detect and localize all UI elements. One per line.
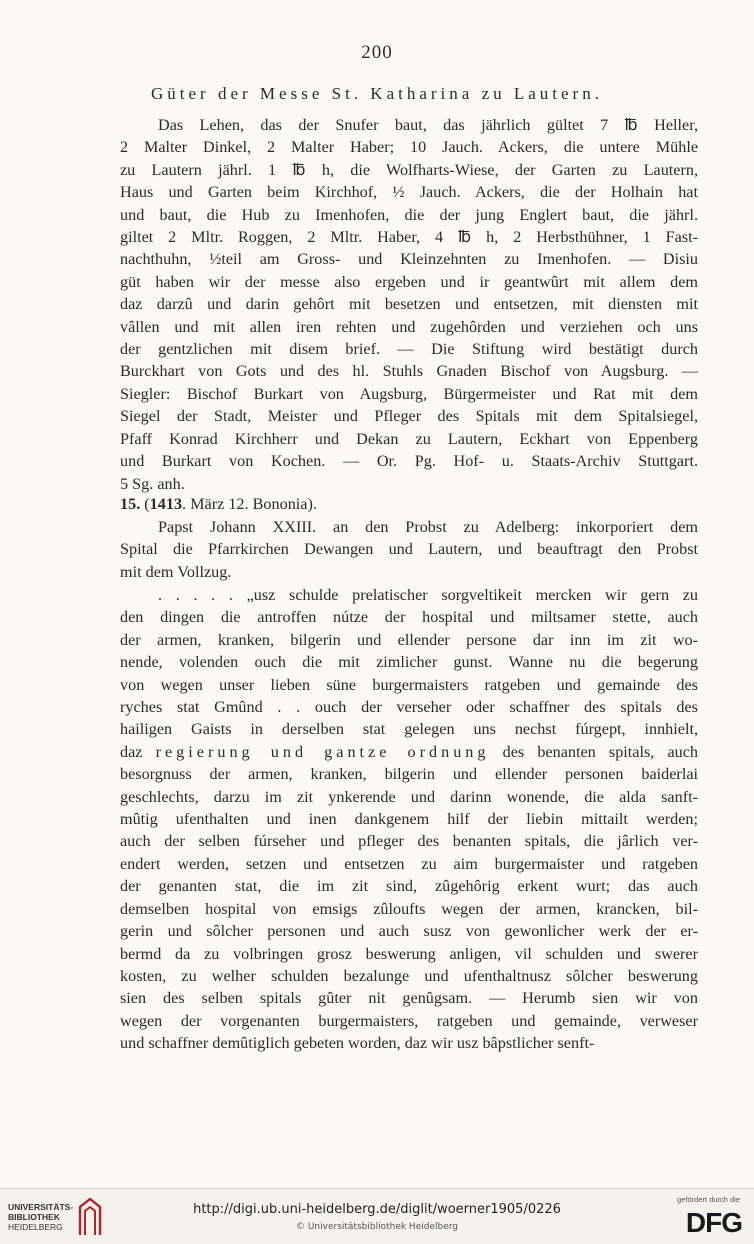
text-line: sien des selben spitals gûter nit genûgsam. — Herumb sien wir von	[120, 989, 698, 1008]
text-line: mûtig ufenthalten und inen dankgenem hilf der liebin mittailt werden;	[120, 810, 698, 829]
text-line: Burckhart von Gots und des hl. Stuhls Gnaden Bischof von Augsburg. —	[120, 362, 698, 381]
section-title: Güter der Messe St. Katharina zu Lautern.	[151, 84, 603, 103]
library-line-2: BIBLIOTHEK	[8, 1212, 60, 1222]
text-line: von wegen unser lieben süne burgermaisters ratgeben und gemainde des	[120, 675, 698, 694]
text-line: der armen, kranken, bilgerin und ellender persone dar inn im zit wo-	[120, 630, 698, 649]
footer-bar	[0, 1188, 754, 1244]
paragraph-summary	[120, 516, 698, 583]
sponsor-label: gefördert durch die	[677, 1195, 740, 1204]
text-line: der gentzlichen mit disem brief. — Die Stiftung wird bestätigt durch	[120, 340, 698, 359]
text-line: bermd da zu volbringen grosz beswerung anligen, vil schulden und swerer	[120, 944, 698, 963]
text-line	[120, 741, 698, 763]
entry-heading: 15. (1413. März 12. Bononia).	[120, 495, 317, 513]
text-line: nende, volenden ouch die mit zimlicher gunst. Wanne nu die begerung	[120, 653, 698, 672]
text-line: Pfaff Konrad Kirchherr und Dekan zu Lautern, Eckhart von Eppenberg	[120, 429, 698, 448]
text-line: Siegler: Bischof Burkart von Augsburg, Bürgermeister und Rat mit dem	[120, 384, 698, 403]
entry-date-place: . März 12. Bononia).	[182, 495, 317, 513]
copyright-notice: © Universitätsbibliothek Heidelberg	[295, 1222, 458, 1232]
text-line: Das Lehen, das der Snufer baut, das jährlich gültet 7 ℔ Heller,	[158, 116, 698, 134]
library-line-3: HEIDELBERG	[8, 1222, 63, 1232]
dfg-logo[interactable]: DFG	[685, 1207, 742, 1238]
text-line: und baut, die Hub zu Imenhofen, die der jung Englert baut, die jährl.	[120, 205, 698, 224]
text-line: auch der selben fúrseher und pfleger des benanten spitals, die jârlich ver-	[120, 832, 698, 851]
text-line: 2 Malter Dinkel, 2 Malter Haber; 10 Jauch. Ackers, die untere Mühle	[120, 138, 698, 157]
text-line: mit dem Vollzug.	[120, 562, 232, 581]
text-line: hailigen Gaists in derselben stat gelegen uns nechst fúrgept, innhielt,	[120, 720, 698, 739]
text-line: Haus und Garten beim Kirchhof, ½ Jauch. Ackers, die der Holhain hat	[120, 183, 698, 202]
paragraph-quotation	[120, 584, 698, 1055]
text-line: den dingen die antroffen nútze der hospital und miltsamer stette, auch	[120, 608, 698, 627]
entry-year: 1413	[149, 495, 183, 513]
text-line: ryches stat Gmûnd . . ouch der verseher oder schaffner des spitals des	[120, 698, 698, 717]
text-line: der genanten stat, die im zit sind, zûgehôrig erkent wurt; das auch	[120, 877, 698, 896]
text-line: endert werden, setzen und entsetzen zu aim burgermaister und ratgeben	[120, 854, 698, 873]
text-line: besorgnuss der armen, kranken, bilgerin und ellender personen baiderlai	[120, 765, 698, 784]
text-line: wegen der vorgenanten burgermaisters, ratgeben und gemainde, verweser	[120, 1011, 698, 1030]
text-line: güt haben wir der messe also ergeben und ir geantwûrt mit allem dem	[120, 272, 698, 291]
entry-number: 15.	[120, 495, 141, 513]
text-line: Siegel der Stadt, Meister und Pfleger des Spitals mit dem Spitalsiegel,	[120, 407, 698, 426]
text-line: daz darzû und darin gehôrt mit besetzen und entsetzen, mit diensten mit	[120, 295, 698, 314]
text-line: und schaffner demûtiglich gebeten worden, daz wir usz bâpstlicher senft-	[120, 1034, 595, 1053]
text-fragment: daz	[120, 742, 156, 761]
text-line: 5 Sg. anh.	[120, 474, 185, 493]
text-line: kosten, zu welher schulden bezalunge und ufenthaltnusz sôlcher beswerung	[120, 966, 698, 985]
text-line: geschlechts, darzu im zit ynkerende und darinn wonende, die alda sanft-	[120, 787, 698, 806]
text-fragment: des benanten spitals, auch	[489, 742, 699, 761]
text-line: und Burkart von Kochen. — Or. Pg. Hof- u. Staats-Archiv Stuttgart.	[120, 452, 698, 471]
text-line: . . . . . „usz schulde prelatischer sorgveltikeit mercken wir gern zu	[158, 586, 698, 604]
text-line: giltet 2 Mltr. Roggen, 2 Mltr. Haber, 4 ℔ h, 2 Herbsthühner, 1 Fast-	[120, 228, 698, 247]
text-line: vâllen und mit allen iren rehten und zugehôrden und verziehen och uns	[120, 317, 698, 336]
text-line: zu Lautern jährl. 1 ℔ h, die Wolfharts-Wiese, der Garten zu Lautern,	[120, 160, 698, 179]
library-line-1: UNIVERSITÄTS-	[8, 1202, 74, 1212]
emphasized-text: regierung und gantze ordnung	[155, 742, 490, 761]
page-number: 200	[361, 42, 393, 63]
permalink-url[interactable]: http://digi.ub.uni-heidelberg.de/diglit/woerner1905/0226	[193, 1202, 561, 1217]
paragraph-lehen	[120, 114, 698, 495]
text-line: gerin und sôlcher personen und auch susz von gewonlicher werk der er-	[120, 922, 698, 941]
text-line: Papst Johann XXIII. an den Probst zu Adelberg: inkorporiert dem	[158, 518, 698, 536]
text-line: Spital die Pfarrkirchen Dewangen und Lautern, und beauftragt den Probst	[120, 540, 698, 559]
text-line: demselben hospital von emsigs zûloufts wegen der armen, krancken, bil-	[120, 899, 698, 918]
text-line: nachthuhn, ½teil am Gross- und Kleinzehnten zu Imenhofen. — Disiu	[120, 250, 698, 269]
